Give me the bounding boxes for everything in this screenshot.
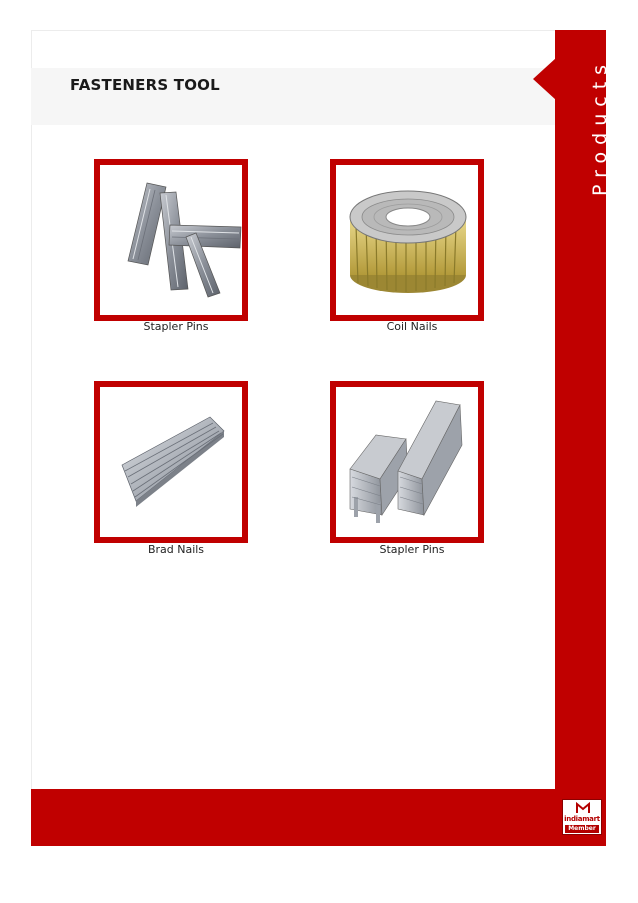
stapler-pins-image [100,165,242,315]
product-card-stapler-pins-2[interactable] [330,381,484,543]
side-tab-notch [533,58,556,100]
page-title: FASTENERS TOOL [70,76,220,94]
product-image-frame [336,165,478,315]
logo-member-text: Member [565,825,599,833]
product-name[interactable]: Stapler Pins [379,543,445,556]
product-image-frame [100,387,242,537]
indiamart-logo-icon [576,802,590,814]
product-name[interactable]: Brad Nails [147,543,205,556]
indiamart-member-logo[interactable] [562,799,602,835]
product-name[interactable]: Coil Nails [386,320,438,333]
product-card-coil-nails[interactable] [330,159,484,321]
logo-brand-text: indiamart [564,815,600,823]
brad-nails-image [100,387,242,537]
product-image-frame [336,387,478,537]
product-card-stapler-pins[interactable] [94,159,248,321]
stapler-pins-stack-image [336,387,478,537]
product-name[interactable]: Stapler Pins [143,320,209,333]
side-tab-label: Products [589,57,611,196]
coil-nails-image [336,165,478,315]
footer-bar [31,789,606,846]
product-image-frame [100,165,242,315]
product-card-brad-nails[interactable] [94,381,248,543]
